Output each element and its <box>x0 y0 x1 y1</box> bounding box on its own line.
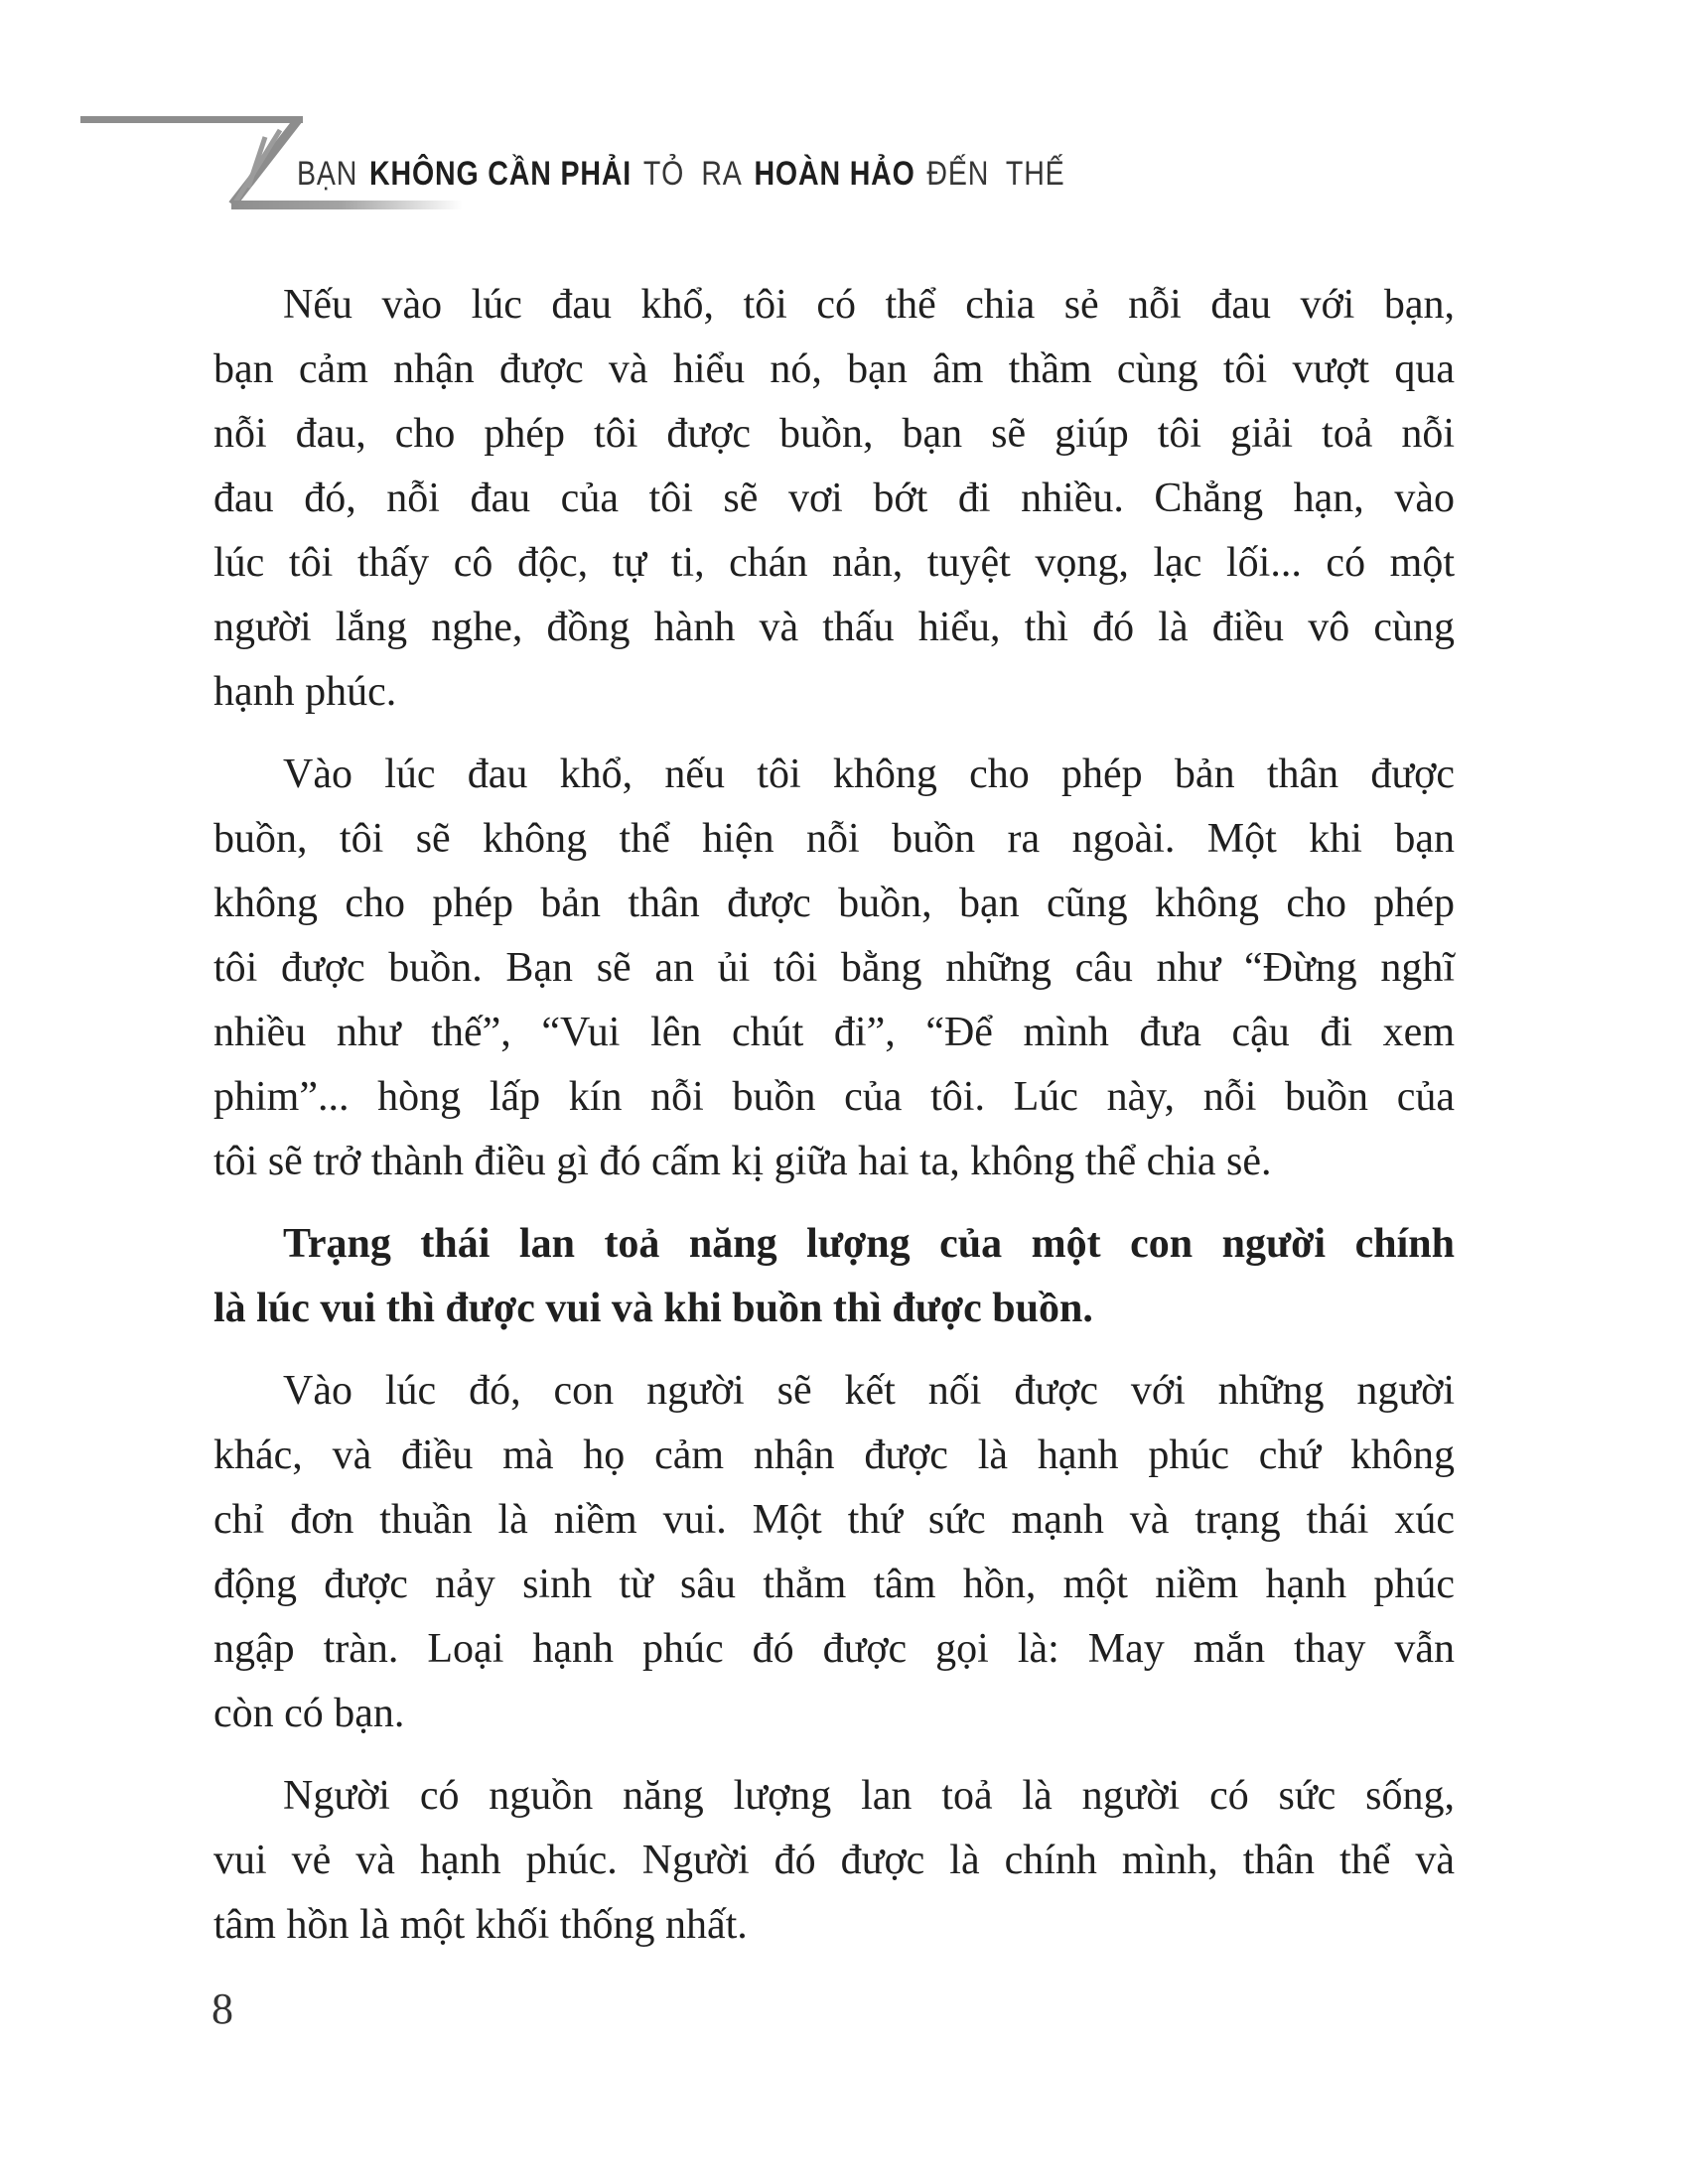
text-line: lúc tôi thấy cô độc, tự ti, chán nản, tuyệt vọng, lạc lối... có một <box>213 540 1455 586</box>
text-line: hạnh phúc. <box>213 669 397 715</box>
paragraph <box>213 1212 1455 1341</box>
text-line: còn có bạn. <box>213 1691 405 1736</box>
paragraph <box>213 743 1455 1194</box>
chapter-title <box>297 154 1076 194</box>
chapter-title-segment: TỎ RA <box>642 155 743 193</box>
text-line: chỉ đơn thuần là niềm vui. Một thứ sức mạnh và trạng thái xúc <box>213 1497 1455 1543</box>
text-line: Trạng thái lan toả năng lượng của một con người chính <box>283 1221 1455 1267</box>
text-line: đau đó, nỗi đau của tôi sẽ vơi bớt đi nhiều. Chẳng hạn, vào <box>213 476 1455 521</box>
ornament-fade-bar <box>231 201 475 209</box>
text-line: nỗi đau, cho phép tôi được buồn, bạn sẽ giúp tôi giải toả nỗi <box>213 411 1455 457</box>
text-line: Vào lúc đau khổ, nếu tôi không cho phép bản thân được <box>283 751 1455 797</box>
chapter-title-segment: HOÀN HẢO <box>754 155 915 193</box>
paragraph <box>213 1764 1455 1958</box>
text-line: nhiều như thế”, “Vui lên chút đi”, “Để mình đưa cậu đi xem <box>213 1010 1455 1055</box>
text-line: là lúc vui thì được vui và khi buồn thì được buồn. <box>213 1286 1093 1331</box>
page-number: 8 <box>211 1984 233 2033</box>
text-line: không cho phép bản thân được buồn, bạn cũng không cho phép <box>213 881 1455 926</box>
ornament-top-bar <box>80 116 303 123</box>
text-line: tâm hồn là một khối thống nhất. <box>213 1902 748 1948</box>
body-text <box>213 273 1455 1958</box>
text-line: khác, và điều mà họ cảm nhận được là hạnh phúc chứ không <box>213 1433 1455 1478</box>
text-line: tôi được buồn. Bạn sẽ an ủi tôi bằng những câu như “Đừng nghĩ <box>213 945 1455 991</box>
text-line: buồn, tôi sẽ không thể hiện nỗi buồn ra ngoài. Một khi bạn <box>213 816 1455 862</box>
chapter-title-segment: KHÔNG CẦN PHẢI <box>369 155 633 193</box>
paragraph <box>213 1359 1455 1746</box>
text-line: ngập tràn. Loại hạnh phúc đó được gọi là: May mắn thay vẫn <box>213 1626 1455 1672</box>
text-line: động được nảy sinh từ sâu thẳm tâm hồn, một niềm hạnh phúc <box>213 1562 1455 1607</box>
text-line: bạn cảm nhận được và hiểu nó, bạn âm thầm cùng tôi vượt qua <box>213 346 1455 392</box>
text-line: người lắng nghe, đồng hành và thấu hiểu, thì đó là điều vô cùng <box>213 605 1455 650</box>
text-line: vui vẻ và hạnh phúc. Người đó được là chính mình, thân thể và <box>213 1838 1455 1883</box>
paragraph <box>213 273 1455 725</box>
text-line: Người có nguồn năng lượng lan toả là người có sức sống, <box>283 1773 1455 1819</box>
text-line: tôi sẽ trở thành điều gì đó cấm kị giữa hai ta, không thể chia sẻ. <box>213 1139 1272 1184</box>
text-line: Vào lúc đó, con người sẽ kết nối được với những người <box>283 1368 1455 1414</box>
chapter-title-segment: ĐẾN THẾ <box>926 155 1065 193</box>
text-line: Nếu vào lúc đau khổ, tôi có thể chia sẻ nỗi đau với bạn, <box>283 282 1455 328</box>
chapter-title-segment: BẠN <box>297 155 358 193</box>
text-line: phim”... hòng lấp kín nỗi buồn của tôi. Lúc này, nỗi buồn của <box>213 1074 1455 1120</box>
header-slash-ornament <box>0 0 536 233</box>
